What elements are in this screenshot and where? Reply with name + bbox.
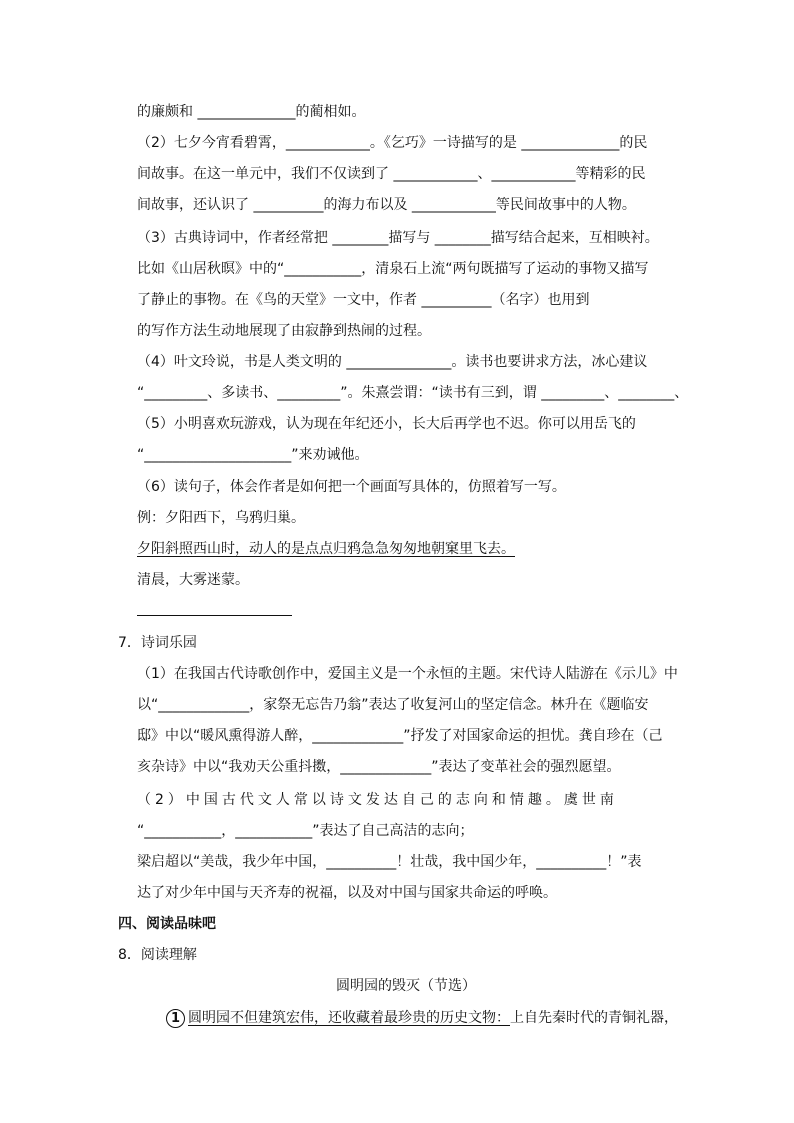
question-6-6: （6）读句子，体会作者是如何把一个画面写具体的，仿照着写一写。 bbox=[137, 479, 566, 495]
text-line: “_________、多读书、_________”。朱熹尝谓：“读书有三到，谓 _________、________、 bbox=[137, 385, 689, 401]
passage-paragraph-1 bbox=[166, 1008, 678, 1028]
passage-title: 圆明园的毁灭（节选） bbox=[336, 978, 476, 994]
underlined-sentence: 圆明园不但建筑宏伟，还收藏着最珍贵的历史文物： bbox=[188, 1010, 510, 1026]
section-8-heading: 8．阅读理解 bbox=[118, 947, 197, 963]
text-line: 梁启超以“美哉，我少年中国，__________！壮哉，我中国少年，__________！”表 bbox=[137, 854, 642, 870]
question-7-2: （2）中国古代文人常以诗文发达自己的志向和情趣。虞世南 bbox=[137, 792, 618, 808]
question-6-5: （5）小明喜欢玩游戏，认为现在年纪还小，长大后再学也不迟。你可以用岳飞的 bbox=[137, 416, 636, 432]
section-7-heading: 7．诗词乐园 bbox=[118, 635, 197, 651]
text-line: 达了对少年中国与天齐寿的祝福，以及对中国与国家共命运的呼唤。 bbox=[137, 885, 557, 901]
text-line: 比如《山居秋暝》中的“___________，清泉石上流“两句既描写了运动的事物又描写 bbox=[137, 261, 649, 277]
question-7-1: （1）在我国古代诗歌创作中，爱国主义是一个永恒的主题。宋代诗人陆游在《示儿》中 bbox=[137, 666, 678, 682]
text-line: 了静止的事物。在《鸟的天堂》一文中，作者 __________（名字）也用到 bbox=[137, 292, 590, 308]
text-line: 亥杂诗》中以“我劝天公重抖擞，_____________”表达了变革社会的强烈愿望。 bbox=[137, 759, 621, 775]
prompt-sentence: 清晨，大雾迷蒙。 bbox=[137, 572, 249, 588]
paragraph-number-badge: 1 bbox=[166, 1009, 185, 1028]
question-6-3: （3）古典诗词中，作者经常把 ________描写与 ________描写结合起来，互相映衬。 bbox=[137, 230, 659, 246]
paragraph-text: 上自先秦时代的青铜礼器， bbox=[510, 1010, 678, 1026]
section-4-heading: 四、阅读品味吧 bbox=[118, 916, 216, 932]
text-line: 邸》中以“暖风熏得游人醉，_____________”抒发了对国家命运的担忧。龚自珍在（己 bbox=[137, 728, 663, 744]
text-line: 的写作方法生动地展现了由寂静到热闹的过程。 bbox=[137, 323, 431, 339]
text-line: “_____________________”来劝诫他。 bbox=[137, 447, 369, 463]
example-sentence: 夕阳斜照西山时，动人的是点点归鸦急急匆匆地朝窠里飞去。 bbox=[137, 541, 515, 557]
text-line: 以“_____________，家祭无忘告乃翁”表达了收复河山的坚定信念。林升在《题临安 bbox=[137, 697, 649, 713]
answer-blank-line[interactable] bbox=[137, 615, 292, 616]
example-label: 例：夕阳西下，乌鸦归巢。 bbox=[137, 510, 305, 526]
text-line: 间故事。在这一单元中，我们不仅读到了 ____________、____________等精彩的民 bbox=[137, 166, 646, 182]
text-line: “___________，___________”表达了自己高洁的志向； bbox=[137, 823, 474, 839]
question-6-2: （2）七夕今宵看碧霄，____________。《乞巧》一诗描写的是 ______________的民 bbox=[137, 135, 648, 151]
text-line: 的廉颇和 ______________的蔺相如。 bbox=[137, 104, 366, 120]
question-6-4: （4）叶文玲说，书是人类文明的 _______________。读书也要讲求方法，冰心建议 bbox=[137, 354, 648, 370]
text-line: 间故事，还认识了 __________的海力布以及 ____________等民间故事中的人物。 bbox=[137, 197, 636, 213]
